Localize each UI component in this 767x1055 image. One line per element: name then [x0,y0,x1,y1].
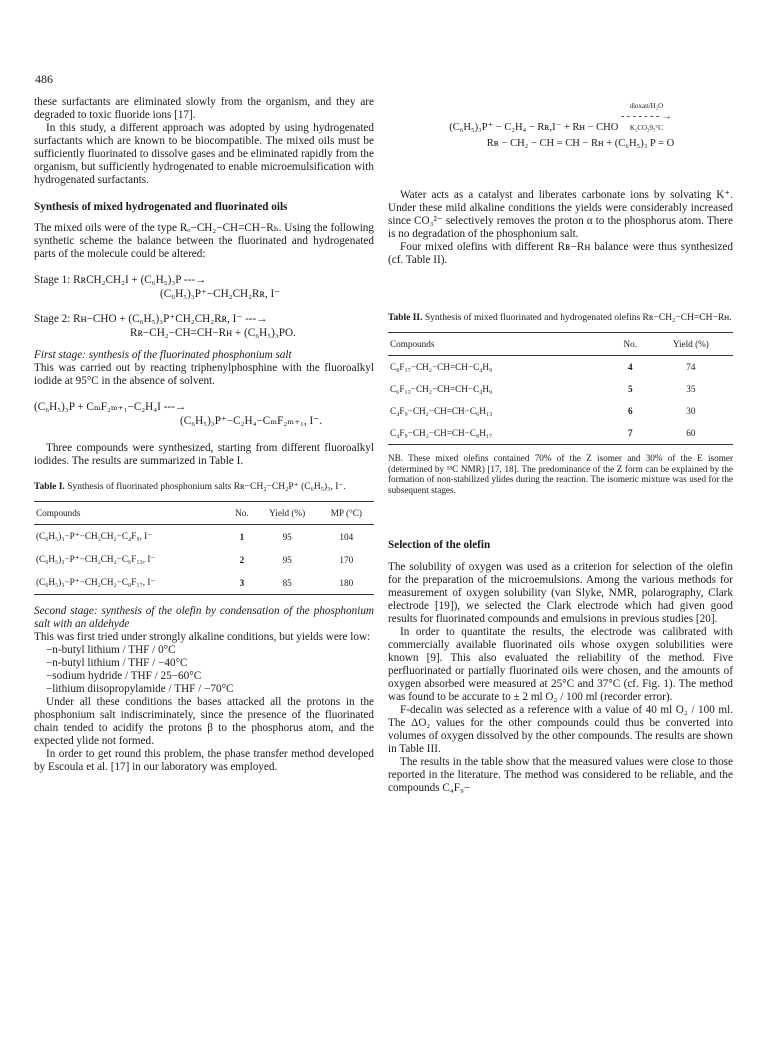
table-cell: (C₆H₅)₃−P⁺−CH₂CH₂−C₈F₁₇, I⁻ [34,571,228,595]
table-cell: 104 [339,531,354,542]
table2-caption [388,313,733,324]
list-item: −lithium diisopropylamide / THF / −70°C [46,683,234,695]
table-cell: C₄F₉−CH₂−CH=CH−C₆H₁₃ [390,406,493,416]
arrow-condition-top: dioxan/H₂O [629,102,664,110]
paragraph: Water acts as a catalyst and liberates carbonate ions by solvating K⁺. Under these mild alkaline conditions the yields were considerably increased since CO₃²⁻ selectively removes the proton α to the phosphorus atom. There is no degradation of the phosphonium salt. [388,189,733,240]
table-cell: C₆F₁₃−CH₂−CH=CH−C₄H₉ [390,384,493,394]
table-cell: 6 [627,406,633,416]
table-cell: 30 [686,406,696,416]
table-row [34,571,374,595]
table-cell: 35 [686,384,696,394]
formula-line: (C₆H₅)₃P + CₘF₂ₘ₊₁−C₂H₄I ---→ [34,401,187,413]
table-header: No. [228,502,256,525]
table-row [388,422,733,445]
table-row [388,356,733,379]
table-cell: 60 [649,422,733,445]
paragraph: Four mixed olefins with different Rʀ−Rʜ balance were thus synthesized (cf. Table II). [388,241,733,266]
reaction-arrow [621,102,672,132]
equation-line [388,102,733,135]
phase-transfer-equation [388,102,733,151]
table-cell: 1 [239,531,245,542]
table-cell: 170 [339,554,354,565]
left-column [34,96,374,774]
conditions-list [34,644,374,696]
table1-caption-text: Synthesis of fluorinated phosphonium salts Rʀ−CH₂−CH₂P⁺ (C₆H₅)₃, I⁻. [67,482,346,492]
table-row [34,525,374,549]
table2-label: Table II. [388,313,423,323]
table2 [388,332,733,445]
table-cell: 4 [627,362,633,372]
table1-caption [34,482,374,493]
table-cell: 85 [256,571,319,595]
table-cell: 95 [282,531,292,542]
table-row [388,400,733,422]
paragraph: This was first tried under strongly alkaline conditions, but yields were low: [34,631,371,643]
second-stage-title: Second stage: synthesis of the olefin by condensation of the phosphonium salt with an aldehyde [34,605,374,630]
paragraph: Three compounds were synthesized, starting from different fluoroalkyl iodides. The results are summarized in Table I. [34,442,374,467]
formula-line: Rʀ−CH₂−CH=CH−Rʜ + (C₆H₅)₃PO. [130,327,296,339]
table-cell: 5 [627,384,633,394]
formula-line: Stage 2: Rʜ−CHO + (C₆H₅)₃P⁺CH₂CH₂Rʀ, I⁻ ---→ [34,313,268,325]
table-cell: C₄F₉−CH₂−CH=CH−C₈H₁₇ [388,422,612,445]
list-item: −n-butyl lithium / THF / −40°C [46,657,188,669]
first-stage-title: First stage: synthesis of the fluorinated phosphonium salt [34,349,292,361]
stage2-formula [34,312,374,340]
table-cell: 180 [319,571,374,595]
table-cell: 2 [239,554,245,565]
list-item: −n-butyl lithium / THF / 0°C [46,644,176,656]
table-cell: C₈F₁₇−CH₂−CH=CH−C₄H₉ [390,362,493,372]
table-header: Compounds [388,333,612,356]
paragraph: The solubility of oxygen was used as a criterion for selection of the olefin for the preparation of the microemulsions. Among the various methods for measurement of oxygen solubility (van Slyke, NMR, polarography, Clark electrode [19]), we selected the Clark electrode which had given good results for fluorinated compounds and emulsions in previous studies [20]. [388,561,733,625]
paragraph: F-decalin was selected as a reference with a value of 40 ml O₂ / 100 ml. The ΔO₂ values for the other compounds could thus be converted into volumes of oxygen dissolved by the other compounds. The results are shown in Table III. [388,704,733,755]
table-header: MP (°C) [319,502,374,525]
table1-label: Table I. [34,482,65,492]
arrow-icon: - - - - - - - → [620,111,672,122]
stage1-formula [34,273,374,301]
table-header: No. [612,333,649,356]
table-header: Yield (%) [256,502,319,525]
reaction1-formula [34,400,374,428]
right-column [388,96,733,795]
section-heading-selection: Selection of the olefin [388,539,491,551]
table-cell: (C₆H₅)₃−P⁺−CH₂CH₂−C₆F₁₃, I⁻ [36,554,156,564]
paragraph: In this study, a different approach was adopted by using hydrogenated surfactants which are known to be biocompatible. The mixed oils must be sufficiently fluorinated to dissolve gases and be eliminated rapidly from the organism, but sufficiently hydrogenated to enable microemulsification with hydrogenated surfactants. [34,122,374,186]
table-row [388,378,733,400]
table-cell: 7 [612,422,649,445]
equation-left: (C₆H₅)₃P⁺ − C₂H₄ − Rʀ,I⁻ + Rʜ − CHO [449,122,619,133]
table2-caption-text: Synthesis of mixed fluorinated and hydrogenated olefins Rʀ−CH₂−CH=CH−Rʜ. [424,313,732,323]
formula-line: (C₆H₅)₃P⁺−C₂H₄−CₘF₂ₘ₊₁, I⁻. [180,415,322,427]
table-row [34,548,374,571]
table-header: Compounds [34,502,228,525]
page-number: 486 [35,72,53,86]
equation-right: Rʀ − CH₂ − CH = CH − Rʜ + (C₆H₅)₃ P = O [486,138,675,149]
table-cell: 74 [686,362,696,372]
formula-line: Stage 1: RʀCH₂CH₂I + (C₆H₅)₃P ---→ [34,274,207,286]
table1 [34,501,374,595]
paragraph: Under all these conditions the bases attacked all the protons in the phosphonium salt indiscriminately, since the presence of the fluorinated chain tended to acidify the protons β to the phosphorus atom, and the expected ylide not formed. [34,696,374,747]
table-cell: 3 [228,571,256,595]
table-header: Yield (%) [649,333,733,356]
section-heading-synthesis: Synthesis of mixed hydrogenated and fluorinated oils [34,201,288,213]
table-cell: 95 [282,554,292,565]
arrow-condition-bottom: K₂CO₃9₅°C [629,124,663,132]
table2-note: NB. These mixed olefins contained 70% of the Z isomer and 30% of the E isomer (determined by ¹³C NMR) [17, 18]. The predominance of the Z form can be explained by the formation of non-stabilized ylides during the reaction. The isomeric mixture was used for the subsequent stages. [388,453,733,495]
paragraph: The mixed oils were of the type Rₒ−CH₂−CH=CH−Rₕ. Using the following synthetic scheme the balance between the fluorinated and hydrogenated parts of the molecule could be altered: [34,222,374,260]
paragraph: The results in the table show that the measured values were close to those reported in the literature. The method was considered to be reliable, and the compounds C₄F₉− [388,756,733,794]
table-cell: (C₆H₅)₃−P⁺−CH₂CH₂−C₄F₉, I⁻ [36,531,153,541]
paragraph: In order to get round this problem, the phase transfer method developed by Escoula et al. [17] in our laboratory was employed. [34,748,374,773]
formula-line: (C₆H₅)₃P⁺−CH₂CH₂Rʀ, I⁻ [160,288,281,300]
paragraph: This was carried out by reacting triphenylphosphine with the fluoroalkyl iodide at 95°C in the absence of solvent. [34,362,374,387]
paragraph: these surfactants are eliminated slowly from the organism, and they are degraded to toxic fluoride ions [17]. [34,96,374,121]
paragraph: In order to quantitate the results, the electrode was calibrated with commercially available fluorinated oils whose oxygen solubilities were known [9]. This also evaluated the reliability of the method. Five perfluorinated or partially fluorinated oils were chosen, and the amounts of oxygen absorbed were measured at 25°C and 37°C (cf. Fig. 1). The method was found to be accurate to ± 2 ml O₂ / 100 ml (recorder error). [388,626,733,703]
list-item: −sodium hydride / THF / 25−60°C [46,670,202,682]
